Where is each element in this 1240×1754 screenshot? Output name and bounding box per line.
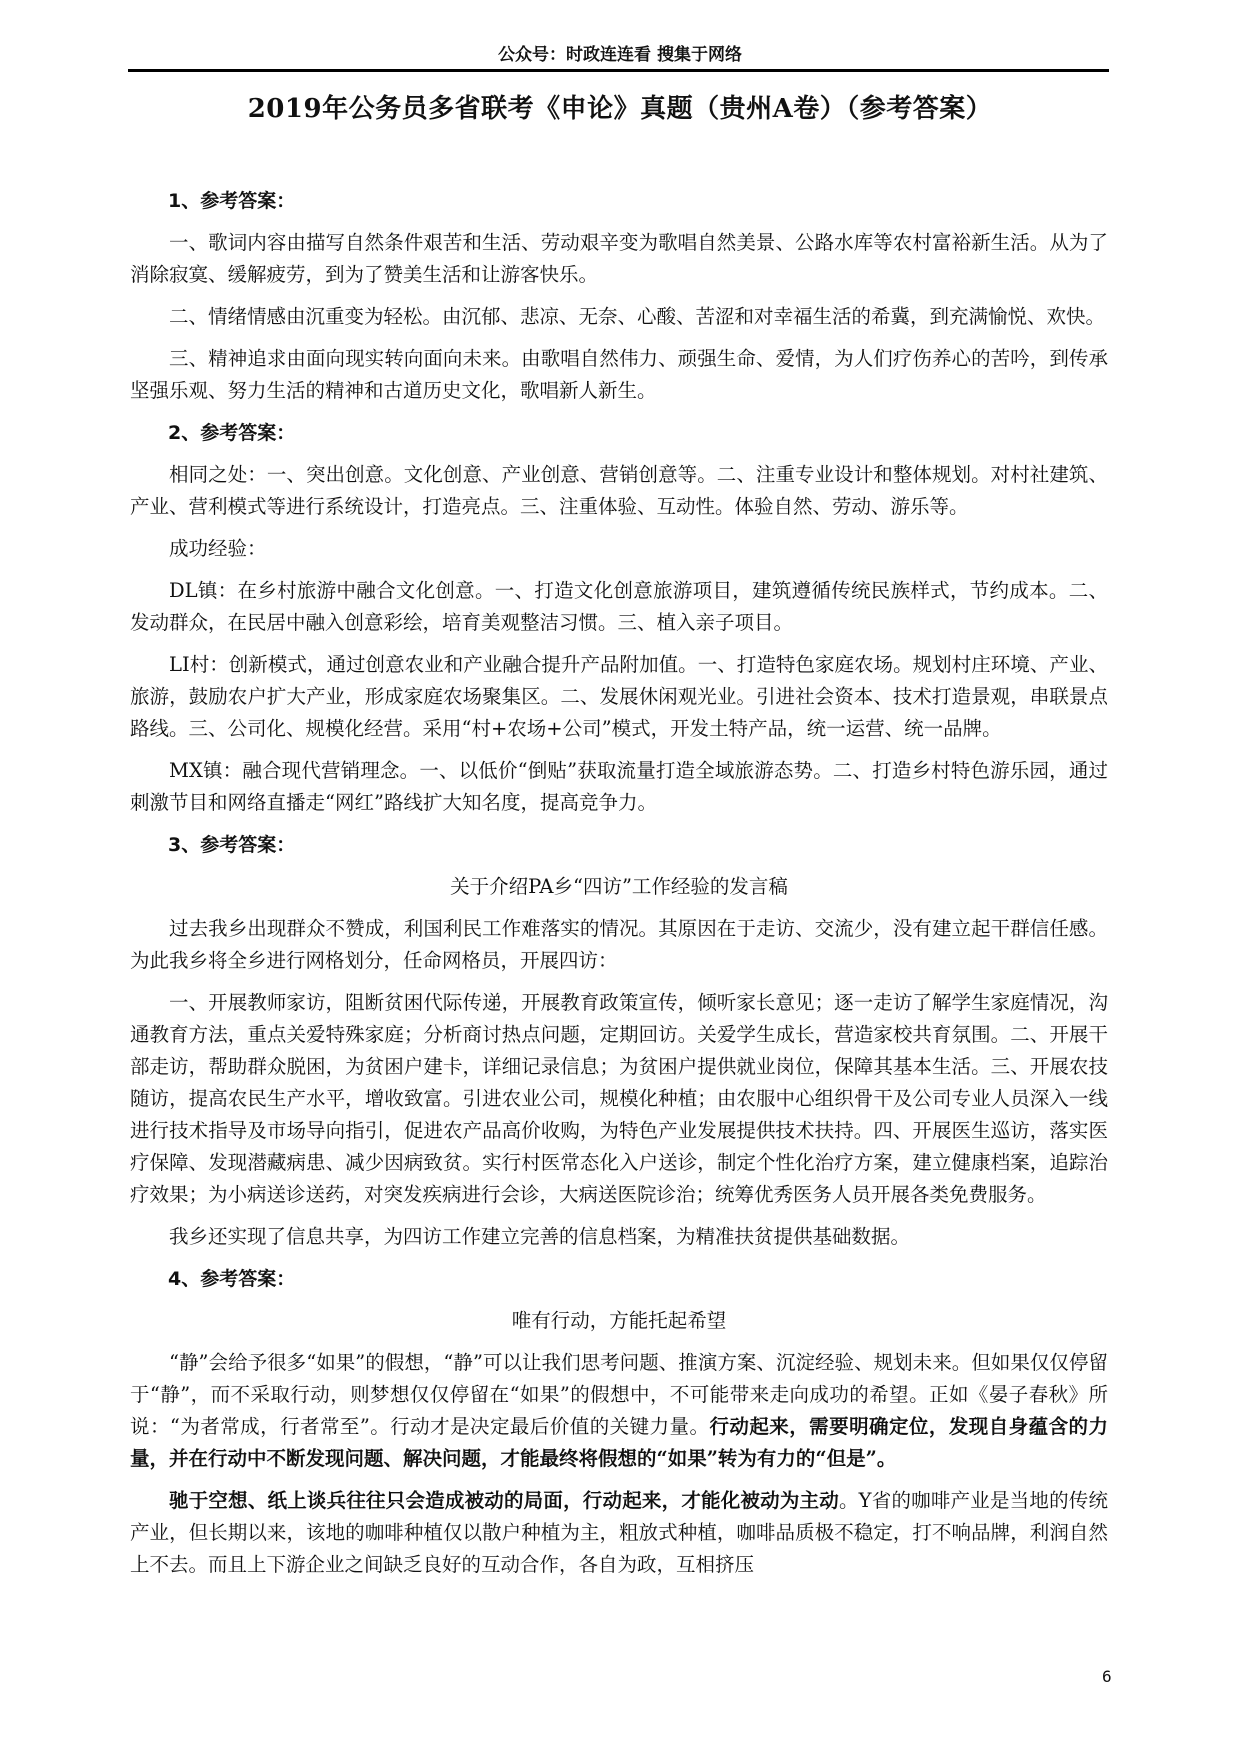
section-1-paragraph: 二、情绪情感由沉重变为轻松。由沉郁、悲凉、无奈、心酸、苦涩和对幸福生活的希冀，到充满愉悦、欢快。 — [169, 305, 1106, 328]
section-4-subtitle: 唯有行动，方能托起希望 — [511, 1309, 727, 1332]
section-3-paragraph: 一、开展教师家访，阻断贫困代际传递，开展教育政策宣传，倾听家长意见；逐一走访了解学生家庭情况，沟通教育方法，重点关爱特殊家庭；分析商讨热点问题，定期回访。关爱学生成长，营造家校共育氛围。二、开展干部走访，帮助群众脱困，为贫困户建卡，详细记录信息；为贫困户提供就业岗位，保障其基本生活。三、开展农技随访，提高农民生产水平，增收致富。引进农业公司，规模化种植；由农服中心组织骨干及公司专业人员深入一线进行技术指导及市场导向指引，促进农产品高价收购，为特色产业发展提供技术扶持。四、开展医生巡访，落实医疗保障、发现潜藏病患、减少因病致贫。实行村医常态化入户送诊，制定个性化治疗方案，建立健康档案，追踪治疗效果；为小病送诊送药，对突发疾病进行会诊，大病送医院诊治；统筹优秀医务人员开展各类免费服务。 — [130, 991, 1108, 1206]
section-2-heading: 2、参考答案： — [168, 422, 296, 444]
document-title: 2019年公务员多省联考《申论》真题（贵州A卷）（参考答案） — [247, 94, 993, 124]
section-4-heading: 4、参考答案： — [168, 1268, 296, 1290]
document-body — [130, 185, 1108, 1591]
section-3-paragraph: 我乡还实现了信息共享，为四访工作建立完善的信息档案，为精准扶贫提供基础数据。 — [169, 1225, 911, 1248]
section-3-subtitle: 关于介绍PA乡“四访”工作经验的发言稿 — [450, 875, 788, 898]
section-2-paragraph: DL镇：在乡村旅游中融合文化创意。一、打造文化创意旅游项目，建筑遵循传统民族样式，节约成本。二、发动群众，在民居中融入创意彩绘，培育美观整洁习惯。三、植入亲子项目。 — [130, 579, 1108, 634]
section-3-heading: 3、参考答案： — [168, 834, 296, 856]
section-2-paragraph: LI村：创新模式，通过创意农业和产业融合提升产品附加值。一、打造特色家庭农场。规划村庄环境、产业、旅游，鼓励农户扩大产业，形成家庭农场聚集区。二、发展休闲观光业。引进社会资本、技术打造景观，串联景点路线。三、公司化、规模化经营。采用“村+农场+公司”模式，开发土特产品，统一运营、统一品牌。 — [130, 653, 1108, 740]
emphasized-text: 行动起来，需要明确定位，发现自身蕴含的力量，并在行动中不断发现问题、解决问题，才能最终将假想的“如果”转为有力的“但是”。 — [130, 1415, 1108, 1470]
section-2-paragraph: MX镇：融合现代营销理念。一、以低价“倒贴”获取流量打造全域旅游态势。二、打造乡村特色游乐园，通过刺激节目和网络直播走“网红”路线扩大知名度，提高竞争力。 — [130, 759, 1108, 814]
section-4-paragraph — [130, 1485, 1108, 1581]
paragraph-text: “静”会给予很多“如果”的假想，“静”可以让我们思考问题、推演方案、沉淀经验、规划未来。但如果仅仅停留于“静”，而不采取行动，则梦想仅仅停留在“如果”的假想中，不可能带来走向成功的希望。正如《晏子春秋》所说：“为者常成，行者常至”。行动才是决定最后价值的关键力量。 — [130, 1351, 1108, 1438]
page-header-source: 公众号：时政连连看 搜集于网络 — [498, 45, 742, 65]
header-divider — [128, 69, 1109, 72]
section-2-paragraph: 成功经验： — [169, 537, 267, 560]
section-4-paragraph — [130, 1347, 1108, 1475]
section-1-paragraph: 三、精神追求由面向现实转向面向未来。由歌唱自然伟力、顽强生命、爱情，为人们疗伤养心的苦吟，到传承坚强乐观、努力生活的精神和古道历史文化，歌唱新人新生。 — [130, 347, 1108, 402]
section-2-paragraph: 相同之处：一、突出创意。文化创意、产业创意、营销创意等。二、注重专业设计和整体规划。对村社建筑、产业、营利模式等进行系统设计，打造亮点。三、注重体验、互动性。体验自然、劳动、游乐等。 — [130, 463, 1108, 518]
section-1-heading: 1、参考答案： — [168, 190, 296, 212]
page-number: 6 — [1102, 1667, 1112, 1686]
section-1-paragraph: 一、歌词内容由描写自然条件艰苦和生活、劳动艰辛变为歌唱自然美景、公路水库等农村富裕新生活。从为了消除寂寞、缓解疲劳，到为了赞美生活和让游客快乐。 — [130, 231, 1108, 286]
paragraph-text: 。Y省的咖啡产业是当地的传统产业，但长期以来，该地的咖啡种植仅以散户种植为主，粗放式种植，咖啡品质极不稳定，打不响品牌，利润自然上不去。而且上下游企业之间缺乏良好的互动合作，各自为政，互相挤压 — [130, 1489, 1108, 1576]
emphasized-text: 驰于空想、纸上谈兵往往只会造成被动的局面，行动起来，才能化被动为主动 — [169, 1489, 839, 1512]
section-3-paragraph: 过去我乡出现群众不赞成，利国利民工作难落实的情况。其原因在于走访、交流少，没有建立起干群信任感。为此我乡将全乡进行网格划分，任命网格员，开展四访： — [130, 917, 1108, 972]
